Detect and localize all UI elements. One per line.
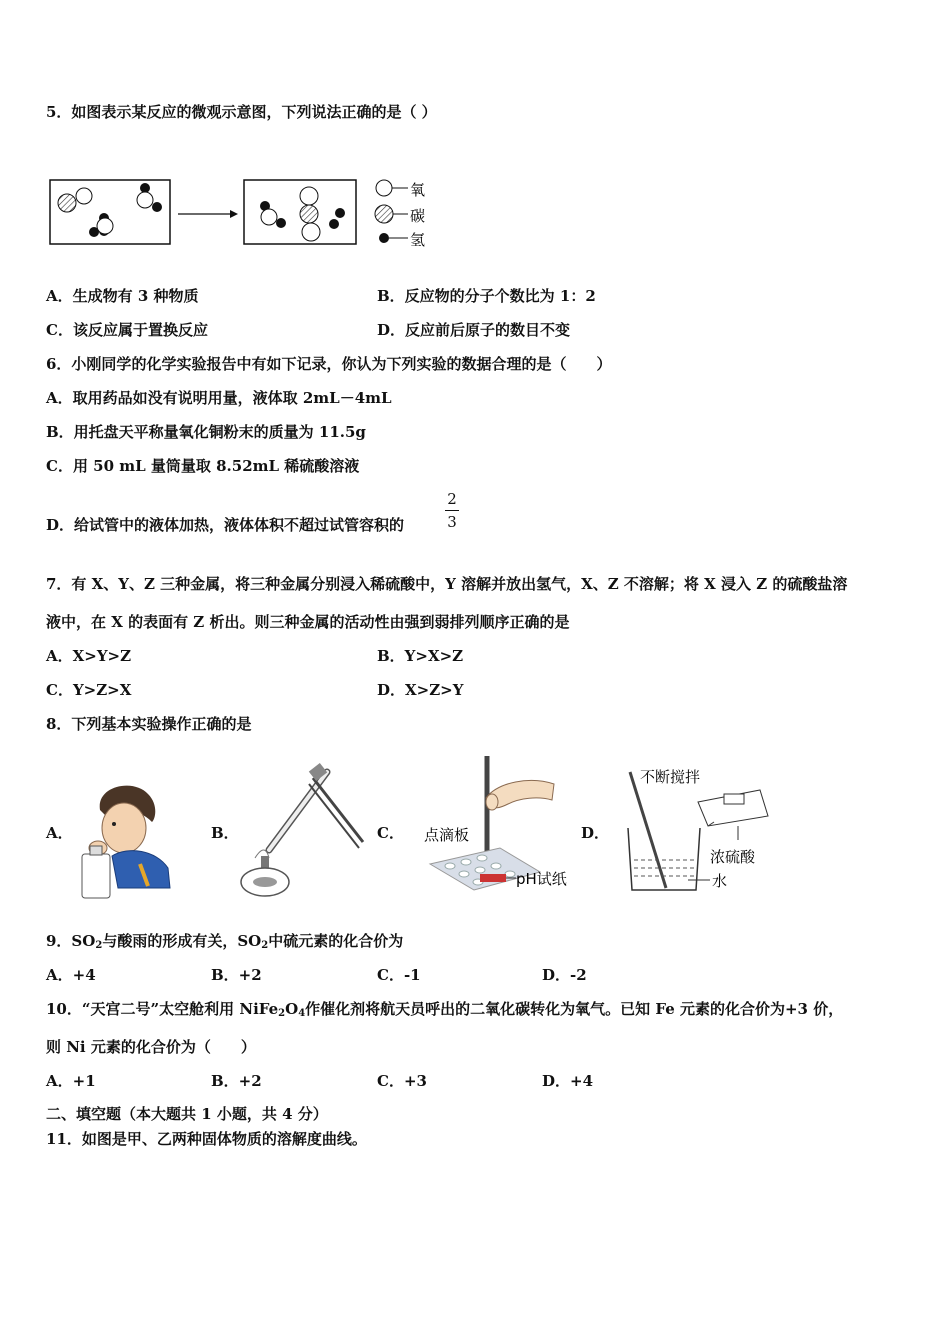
smelling-chemical-figure [78,778,173,900]
heating-tube-figure [235,758,370,898]
q7-option-c[interactable]: C．Y>Z>X [46,681,132,699]
q6-option-b[interactable]: B．用托盘天平称量氧化铜粉末的质量为 11.5g [46,423,366,441]
dilution-figure [618,764,778,898]
legend-oxygen: 氧 [410,181,426,199]
oxygen-atom [76,188,92,204]
carbon-atom [58,194,76,212]
q10-stem-part1: 10．“天宫二号”太空舱利用 NiFe [46,1000,279,1018]
legend-hydrogen-icon [379,233,389,243]
hydrogen-atom [152,202,162,212]
c-label-plate: 点滴板 [424,826,470,844]
q11-stem: 11．如图是甲、乙两种固体物质的溶解度曲线。 [46,1130,367,1148]
q10-stem-part2: O [285,1000,299,1018]
fraction-numerator: 2 [447,490,457,508]
q8-option-b[interactable]: B． [211,824,239,842]
q5-option-b[interactable]: B．反应物的分子个数比为 1：2 [377,287,596,305]
fraction-denominator: 3 [447,513,457,531]
q9-sub1: 2 [95,940,103,951]
q7-stem-line1: 7．有 X、Y、Z 三种金属，将三种金属分别浸入稀硫酸中，Y 溶解并放出氢气，X、Z 不溶解；将 X 浸入 Z 的硫酸盐溶 [46,575,848,593]
q7-stem-line2: 液中，在 X 的表面有 Z 析出。则三种金属的活动性由强到弱排列顺序正确的是 [46,613,570,631]
hydrogen-atom [89,227,99,237]
legend-oxygen-icon [376,180,392,196]
q10-stem-line1 [46,999,843,1024]
section-2-title: 二、填空题（本大题共 1 小题，共 4 分） [46,1105,328,1123]
q6-fraction [445,490,459,531]
q10-stem-part3: 作催化剂将航天员呼出的二氧化碳转化为氧气。已知 Fe 元素的化合价为+3 价， [305,1000,844,1018]
d-label-acid: 浓硫酸 [710,848,756,866]
q9-option-c[interactable]: C．-1 [377,966,421,984]
q6-option-d[interactable]: D．给试管中的液体加热，液体体积不超过试管容积的 [46,516,405,534]
q9-option-b[interactable]: B．+2 [211,966,262,984]
q8-stem: 8．下列基本实验操作正确的是 [46,715,252,733]
q8-option-c[interactable]: C． [377,824,404,842]
q10-option-b[interactable]: B．+2 [211,1072,262,1090]
c-label-ph-paper: pH试纸 [516,870,567,888]
q6-option-c[interactable]: C．用 50 mL 量筒量取 8.52mL 稀硫酸溶液 [46,457,360,475]
q9-stem [46,931,403,956]
q8-option-d[interactable]: D． [581,824,610,842]
q5-stem: 5．如图表示某反应的微观示意图，下列说法正确的是（ ） [46,103,437,121]
q10-sub1: 2 [278,1008,286,1019]
legend-carbon: 碳 [410,207,426,225]
q7-option-d[interactable]: D．X>Z>Y [377,681,464,699]
q10-stem-line2: 则 Ni 元素的化合价为（ ） [46,1038,256,1056]
q10-option-d[interactable]: D．+4 [542,1072,594,1090]
q10-sub2: 4 [298,1008,306,1019]
q5-reaction-diagram [48,176,438,251]
q10-option-c[interactable]: C．+3 [377,1072,427,1090]
q9-stem-part1: 9．SO [46,932,96,950]
q9-stem-part2: 与酸雨的形成有关，SO [102,932,262,950]
q7-option-a[interactable]: A．X>Y>Z [46,647,132,665]
q5-option-c[interactable]: C．该反应属于置换反应 [46,321,208,339]
ph-test-figure [420,754,580,898]
legend-carbon-icon [375,205,393,223]
oxygen-atom [137,192,153,208]
q8-option-a[interactable]: A． [46,824,73,842]
q6-stem: 6．小刚同学的化学实验报告中有如下记录，你认为下列实验的数据合理的是（ ） [46,355,612,373]
q7-option-b[interactable]: B．Y>X>Z [377,647,464,665]
d-label-water: 水 [712,872,728,890]
d-label-stir: 不断搅拌 [640,768,701,786]
q9-stem-part3: 中硫元素的化合价为 [268,932,404,950]
q6-option-a[interactable]: A．取用药品如没有说明用量，液体取 2mL－4mL [46,389,392,407]
q5-option-d[interactable]: D．反应前后原子的数目不变 [377,321,571,339]
oxygen-atom [97,218,113,234]
q9-option-d[interactable]: D．-2 [542,966,587,984]
q10-option-a[interactable]: A．+1 [46,1072,96,1090]
legend-hydrogen: 氢 [410,231,426,249]
q9-sub2: 2 [261,940,269,951]
q5-option-a[interactable]: A．生成物有 3 种物质 [46,287,199,305]
q9-option-a[interactable]: A．+4 [46,966,96,984]
